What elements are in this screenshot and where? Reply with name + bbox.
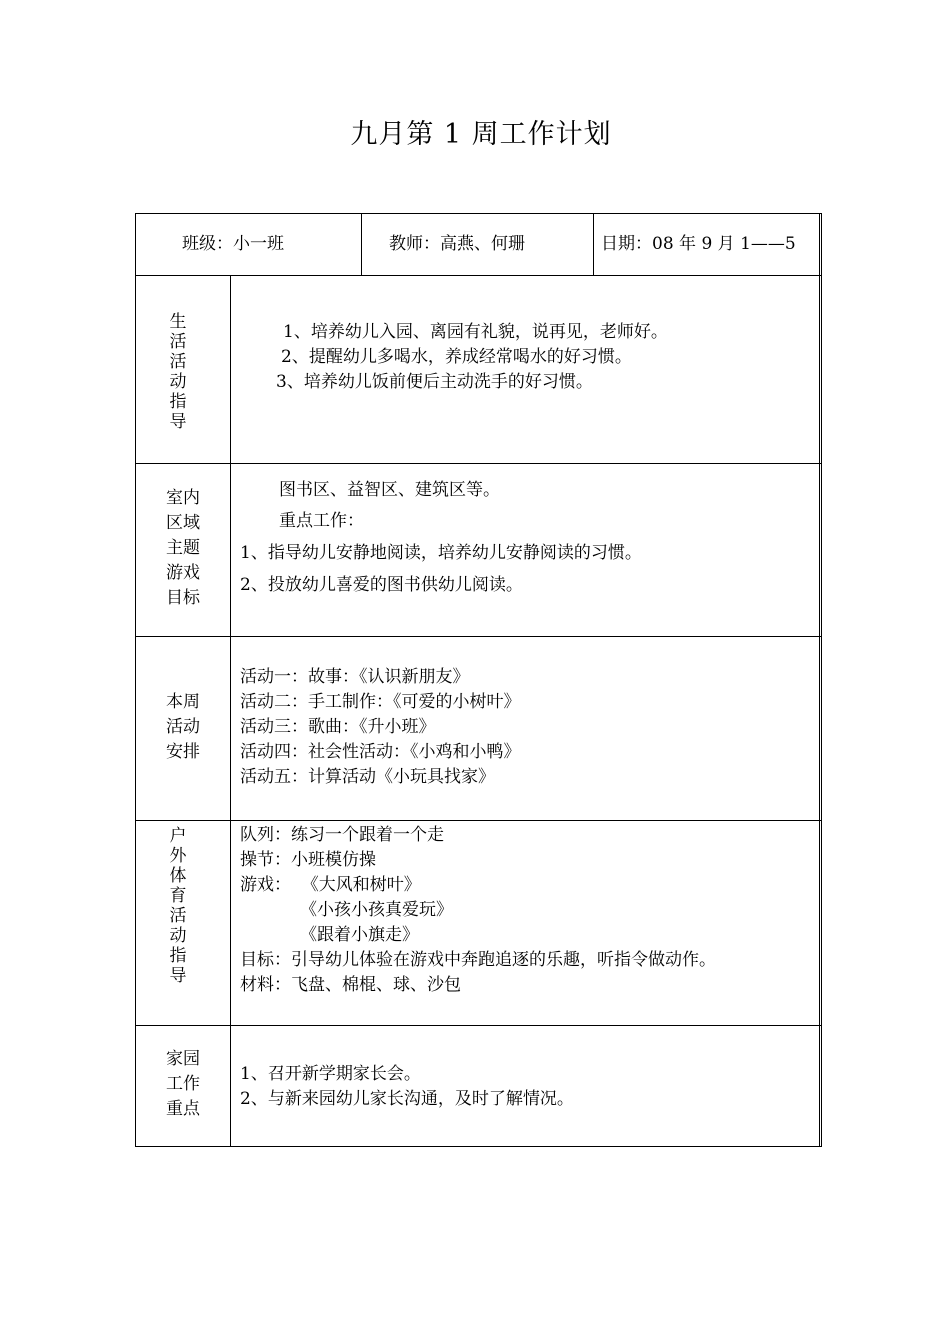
outdoor-item: 材料：飞盘、棉棍、球、沙包: [240, 975, 461, 995]
label-line: 目标: [166, 588, 200, 608]
row-divider: [135, 1025, 822, 1026]
table-border-bottom: [135, 1146, 822, 1147]
label-char: 活: [169, 332, 187, 352]
weekly-activity: 活动三：歌曲：《升小班》: [240, 717, 436, 737]
label-char: 外: [169, 846, 187, 866]
indoor-focus-heading: 重点工作：: [279, 511, 364, 531]
label-char: 育: [169, 886, 187, 906]
label-line: 区域: [166, 513, 200, 533]
outdoor-game: 《小孩小孩真爱玩》: [300, 900, 453, 920]
label-char: 活: [169, 352, 187, 372]
label-line: 本周: [166, 692, 200, 712]
label-char: 活: [169, 906, 187, 926]
life-item: 2、提醒幼儿多喝水，养成经常喝水的好习惯。: [281, 347, 632, 367]
label-char: 体: [169, 866, 187, 886]
date-label: 日期：08 年 9 月 1——5: [601, 234, 796, 254]
page-title: 九月第 1 周工作计划: [350, 119, 612, 150]
label-char: 导: [169, 966, 187, 986]
home-item: 1、召开新学期家长会。: [240, 1064, 421, 1084]
header-divider: [593, 213, 594, 276]
label-char: 动: [169, 926, 187, 946]
home-item: 2、与新来园幼儿家长沟通，及时了解情况。: [240, 1089, 574, 1109]
label-char: 导: [169, 412, 187, 432]
weekly-activity: 活动五：计算活动《小玩具找家》: [240, 767, 495, 787]
weekly-activity: 活动四：社会性活动：《小鸡和小鸭》: [240, 742, 521, 762]
table-border-top: [135, 213, 822, 214]
label-line: 活动: [166, 717, 200, 737]
table-border-left: [135, 213, 136, 1147]
row-divider: [135, 820, 822, 821]
outdoor-item: 队列：练习一个跟着一个走: [240, 825, 444, 845]
weekly-activity: 活动一：故事：《认识新朋友》: [240, 667, 470, 687]
outdoor-section-label: [163, 826, 193, 986]
table-border-right-double: [821, 213, 822, 1147]
row-divider: [135, 636, 822, 637]
label-char: 指: [169, 392, 187, 412]
label-column-divider: [230, 275, 231, 1147]
label-line: 游戏: [166, 563, 200, 583]
label-line: 安排: [166, 742, 200, 762]
indoor-section-label: [153, 486, 213, 611]
teacher-label: 教师：高燕、何珊: [389, 234, 525, 254]
life-section-label: [163, 312, 193, 432]
label-char: 指: [169, 946, 187, 966]
indoor-item: 2、投放幼儿喜爱的图书供幼儿阅读。: [240, 575, 523, 595]
row-divider: [135, 275, 822, 276]
outdoor-item: 游戏： 《大风和树叶》: [240, 875, 421, 895]
row-divider: [135, 463, 822, 464]
weekly-activity: 活动二：手工制作：《可爱的小树叶》: [240, 692, 521, 712]
indoor-item: 1、指导幼儿安静地阅读，培养幼儿安静阅读的习惯。: [240, 543, 642, 563]
home-section-label: [153, 1047, 213, 1122]
label-line: 室内: [166, 488, 200, 508]
label-line: 重点: [166, 1099, 200, 1119]
label-line: 主题: [166, 538, 200, 558]
life-item: 3、培养幼儿饭前便后主动洗手的好习惯。: [276, 372, 593, 392]
header-divider: [361, 213, 362, 276]
table-border-right: [819, 213, 820, 1147]
life-item: 1、培养幼儿入园、离园有礼貌，说再见，老师好。: [283, 322, 668, 342]
weekly-section-label: [153, 690, 213, 765]
label-line: 家园: [166, 1049, 200, 1069]
indoor-areas: 图书区、益智区、建筑区等。: [279, 480, 500, 500]
outdoor-game: 《跟着小旗走》: [300, 925, 419, 945]
label-char: 动: [169, 372, 187, 392]
label-char: 户: [169, 826, 187, 846]
outdoor-item: 操节：小班模仿操: [240, 850, 376, 870]
class-label: 班级：小一班: [182, 234, 284, 254]
outdoor-item: 目标：引导幼儿体验在游戏中奔跑追逐的乐趣，听指令做动作。: [240, 950, 716, 970]
label-char: 生: [169, 312, 187, 332]
label-line: 工作: [166, 1074, 200, 1094]
